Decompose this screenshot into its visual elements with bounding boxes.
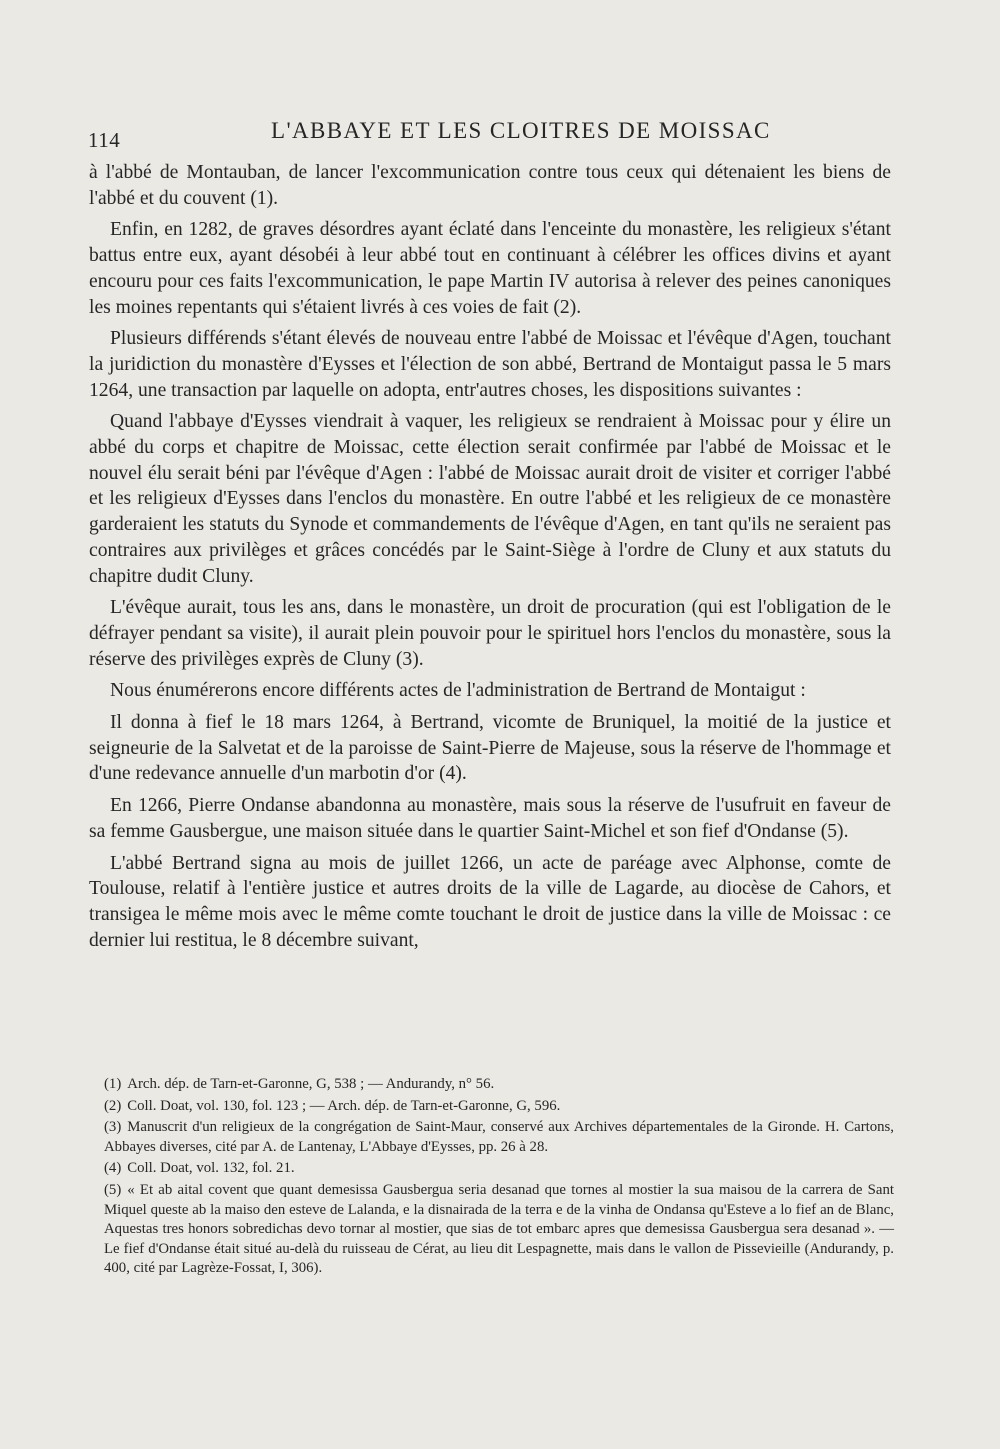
body-paragraph: En 1266, Pierre Ondanse abandonna au monastère, mais sous la réserve de l'usufruit en faveur de sa femme Gausbergue, une maison située dans le quartier Saint-Michel et son fief d'Ondanse (5). [89,795,891,842]
footnotes [104,1075,894,1281]
footnote-number: (2) [104,1097,122,1114]
page-number: 114 [88,128,121,152]
footnote [104,1097,894,1117]
body-paragraph: Nous énumérerons encore différents actes de l'administration de Bertrand de Montaigut : [110,680,806,702]
footnote [104,1181,894,1279]
body-paragraph: Plusieurs différends s'étant élevés de nouveau entre l'abbé de Moissac et l'évêque d'Agen, touchant la juridiction du monastère d'Eysses et l'élection de son abbé, Bertrand de Montaigut passa le 5 mars 1264, une transaction par laquelle on adopta, entr'autres choses, les dispositions suivantes : [89,328,891,401]
footnote-number: (4) [104,1160,122,1177]
footnote-text: Coll. Doat, vol. 132, fol. 21. [127,1160,295,1177]
footnote-number: (5) [104,1181,122,1198]
footnote-text: Arch. dép. de Tarn-et-Garonne, G, 538 ; — Andurandy, n° 56. [127,1076,495,1092]
body-paragraph: Quand l'abbaye d'Eysses viendrait à vaquer, les religieux se rendraient à Moissac pour y élire un abbé du corps et chapitre de Moissac, cette élection serait confirmée par l'abbé de Moissac et le nouvel élu serait béni par l'évêque d'Agen : l'abbé de Moissac aurait droit de visiter et corriger l'abbé et les religieux d'Eysses dans l'enclos du monastère. En outre l'abbé et les religieux de ce monastère garderaient les statuts du Synode et commandements de l'évêque d'Agen, en tant qu'ils ne seraient pas contraires aux privilèges et grâces concédés par le Saint-Siège à l'ordre de Cluny et aux statuts du chapitre dudit Cluny. [89,411,891,587]
body-paragraph: à l'abbé de Montauban, de lancer l'excommunication contre tous ceux qui détenaient les biens de l'abbé et du couvent (1). [89,162,891,209]
running-head-title: L'ABBAYE ET LES CLOITRES DE MOISSAC [271,118,771,143]
body-paragraph: Il donna à fief le 18 mars 1264, à Bertrand, vicomte de Bruniquel, la moitié de la justice et seigneurie de la Salvetat et de la paroisse de Saint-Pierre de Majeuse, sous la réserve de l'hommage et d'une redevance annuelle d'un marbotin d'or (4). [89,712,891,785]
body-paragraph: L'évêque aurait, tous les ans, dans le monastère, un droit de procuration (qui est l'obligation de le défrayer pendant sa visite), il aurait plein pouvoir pour le spirituel hors l'enclos du monastère, sous la réserve des privilèges exprès de Cluny (3). [89,597,891,670]
body-paragraph: L'abbé Bertrand signa au mois de juillet 1266, un acte de paréage avec Alphonse, comte de Toulouse, relatif à l'entière justice et autres droits de la ville de Lagarde, au diocèse de Cahors, et transigea le même mois avec le même comte touchant le droit de justice dans la ville de Moissac : ce dernier lui restitua, le 8 décembre suivant, [89,852,891,951]
footnote-text: Coll. Doat, vol. 130, fol. 123 ; — Arch. dép. de Tarn-et-Garonne, G, 596. [127,1097,561,1114]
page-header [88,118,894,152]
main-text [89,160,891,959]
footnote-text: Manuscrit d'un religieux de la congrégation de Saint-Maur, conservé aux Archives départementales de la Gironde. H. Cartons, Abbayes diverses, cité par A. de Lantenay, L'Abbaye d'Eysses, pp. 26 à 28. [104,1119,894,1155]
footnote-number: (3) [104,1119,122,1136]
footnote-text: « Et ab aital covent que quant demesissa Gausbergua seria desanad que tornes al mostier la sua maisou de la carrera de Sant Miquel queste ab la maiso den esteve de Lalanda, e la disnairada de la terra e de la vinha de Ondansa qu'Esteve a lo fief an de Blanc, Aquestas tres honors sobredichas devo tornar al mostier, que sias de tot embarc apres que demesissa Gausbergua sera desanad ». — Le fief d'Ondanse était situé au-delà du ruisseau de Cérat, au lieu dit Lespagnette, mais dans le vallon de Pissevieille (Andurandy, p. 400, cité par Lagrèze-Fossat, I, 306). [104,1181,894,1277]
footnote [104,1159,894,1179]
footnote [104,1118,894,1157]
footnote [104,1075,894,1095]
body-paragraph: Enfin, en 1282, de graves désordres ayant éclaté dans l'enceinte du monastère, les religieux s'étant battus entre eux, ayant désobéi à leur abbé tout en continuant à célébrer les offices divins et ayant encouru pour ces faits l'excommunication, le pape Martin IV autorisa à relever des peines canoniques les moines repentants qui s'étaient livrés à ces voies de fait (2). [89,219,891,318]
footnote-number: (1) [104,1076,122,1092]
